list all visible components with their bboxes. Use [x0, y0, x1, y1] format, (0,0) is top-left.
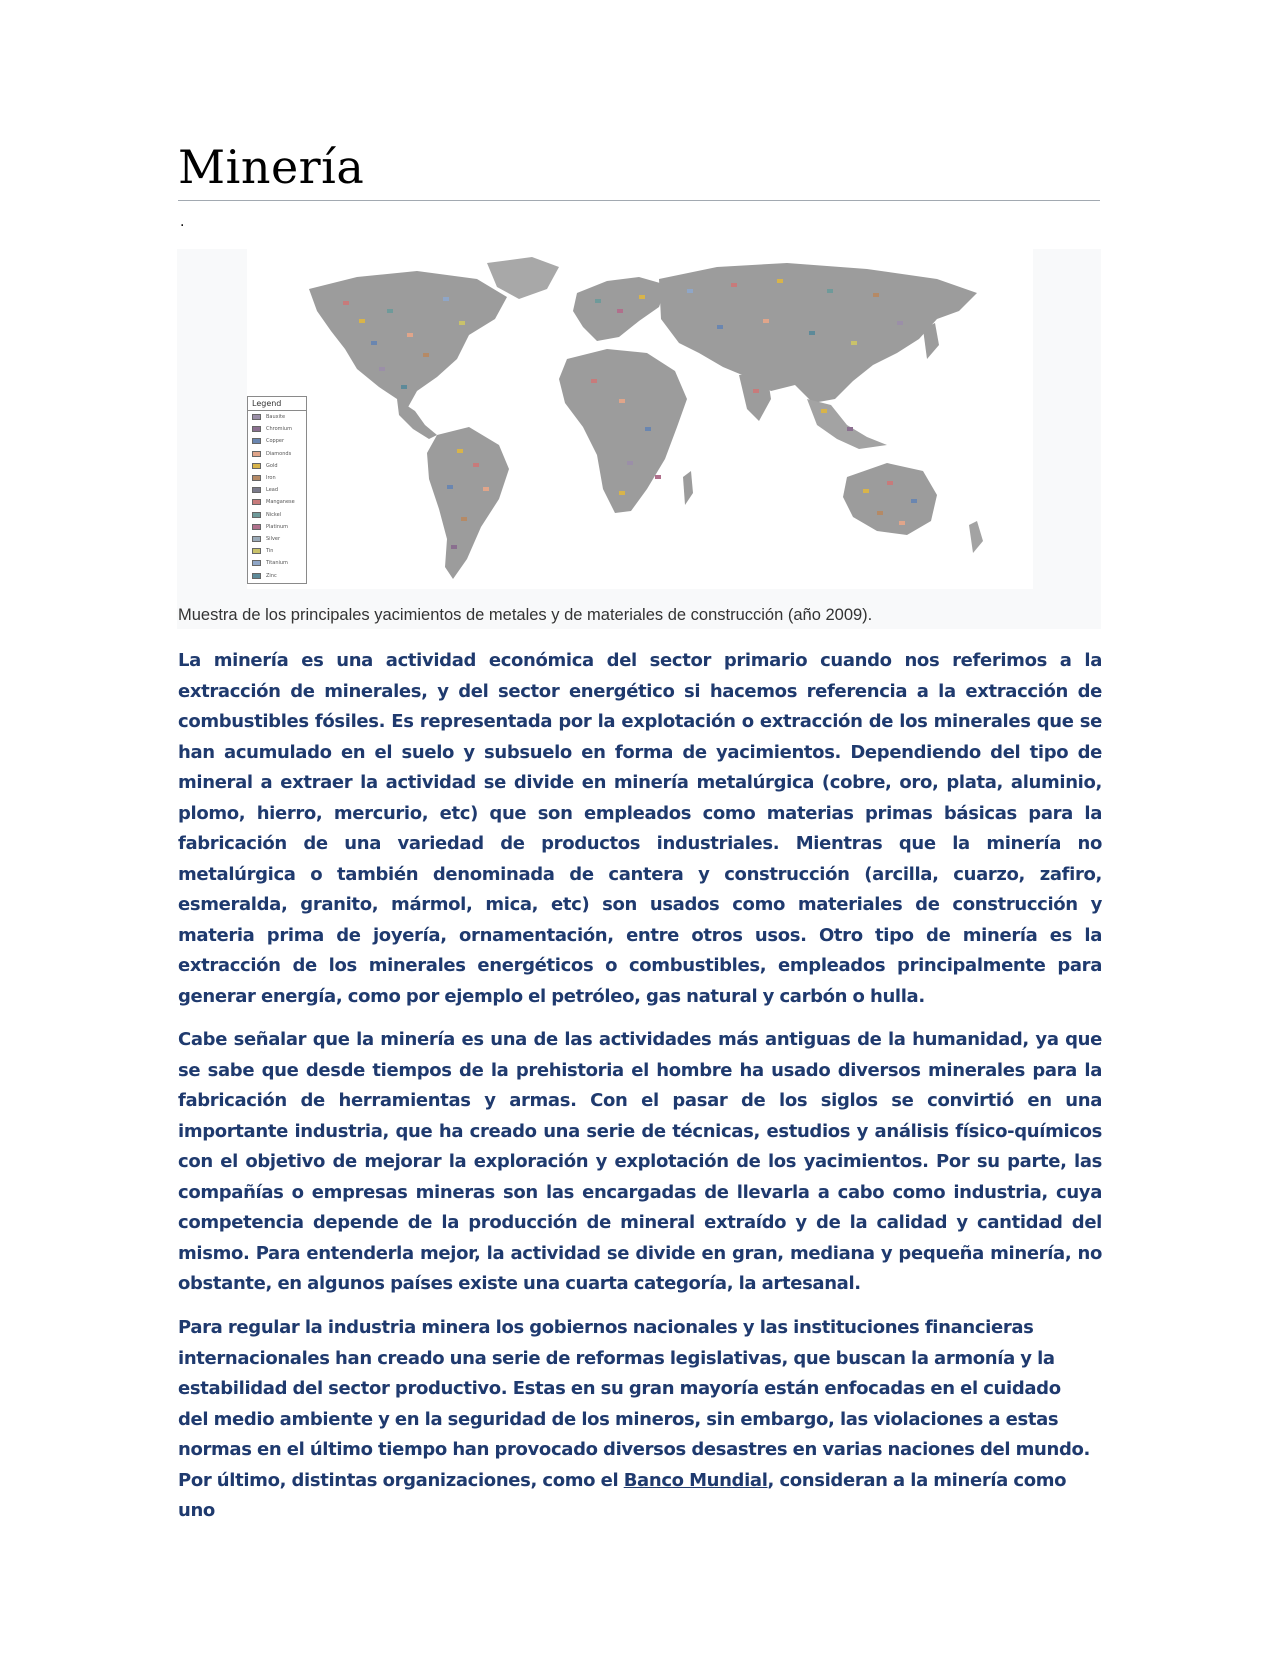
legend-label: Zinc	[266, 572, 277, 579]
continent-australia	[843, 463, 937, 535]
banco-mundial-link[interactable]: Banco Mundial	[623, 1469, 768, 1491]
legend-item	[248, 569, 306, 581]
legend-label: Bauxite	[266, 414, 286, 421]
legend-label: Iron	[266, 475, 276, 482]
legend-label: Tin	[266, 548, 274, 555]
legend-item	[248, 521, 306, 533]
world-map-image	[247, 249, 1033, 589]
region-india	[739, 373, 771, 421]
stray-dot: .	[180, 214, 185, 230]
legend-swatch-icon	[252, 573, 261, 579]
legend-label: Lead	[266, 487, 279, 494]
paragraph-2: Cabe señalar que la minería es una de las actividades más antiguas de la humanidad, ya que se sabe que desde tiempos de la prehistoria el hombre ha usado diversos minerales para la fabricación de herramientas y armas. Con el pasar de los siglos se convirtió en una importante industria, que ha creado una serie de técnicas, estudios y análisis físico-químicos con el objetivo de mejorar la exploración y explotación de los yacimientos. Por su parte, las compañías o empresas mineras son las encargadas de llevarla a cabo como industria, cuya competencia depende de la producción de mineral extraído y de la calidad y cantidad del mismo. Para entenderla mejor, la actividad se divide en gran, mediana y pequeña minería, no obstante, en algunos países existe una cuarta categoría, la artesanal.	[178, 1029, 1102, 1294]
page-title: Minería	[178, 140, 365, 194]
paragraph-3-line-2: internacionales han creado una serie de reformas legislativas, que buscan la armonía y la	[178, 1347, 1055, 1369]
title-underline	[178, 200, 1100, 201]
legend-swatch-icon	[252, 548, 261, 554]
legend-label: Platinum	[266, 523, 289, 530]
legend-title: Legend	[248, 397, 306, 411]
legend-item	[248, 484, 306, 496]
legend-swatch-icon	[252, 512, 261, 518]
island-japan	[923, 323, 939, 359]
paragraph-3	[178, 1313, 1098, 1527]
paragraph-1: La minería es una actividad económica del sector primario cuando nos referimos a la extracción de minerales, y del sector energético si hacemos referencia a la extracción de combustibles fósiles. Es representada por la explotación o extracción de los minerales que se han acumulado en el suelo y subsuelo en forma de yacimientos. Dependiendo del tipo de mineral a extraer la actividad se divide en minería metalúrgica (cobre, oro, plata, aluminio, plomo, hierro, mercurio, etc) que son empleados como materias primas básicas para la fabricación de una variedad de productos industriales. Mientras que la minería no metalúrgica o también denominada de cantera y construcción (arcilla, cuarzo, zafiro, esmeralda, granito, mármol, mica, etc) son usados como materiales de construcción y materia prima de joyería, ornamentación, entre otros usos. Otro tipo de minería es la extracción de los minerales energéticos o combustibles, empleados principalmente para generar energía, como por ejemplo el petróleo, gas natural y carbón o hulla.	[178, 650, 1102, 1007]
legend-item	[248, 435, 306, 447]
legend-swatch-icon	[252, 438, 261, 444]
paragraph-3-last-before: Por último, distintas organizaciones, como el	[178, 1469, 624, 1491]
legend-label: Silver	[266, 535, 281, 542]
region-southeast-asia	[807, 399, 887, 449]
island-madagascar	[683, 471, 693, 505]
legend-item	[248, 496, 306, 508]
figure-caption: Muestra de los principales yacimientos de metales y de materiales de construcción (año 2009).	[178, 606, 873, 624]
legend-label: Copper	[266, 438, 285, 445]
legend-label: Titanium	[266, 560, 288, 567]
legend-label: Gold	[266, 462, 278, 469]
legend-swatch-icon	[252, 475, 261, 481]
legend-swatch-icon	[252, 451, 261, 457]
legend-label: Diamonds	[266, 450, 292, 457]
legend-swatch-icon	[252, 536, 261, 542]
map-legend	[247, 396, 307, 584]
legend-items	[248, 411, 306, 582]
paragraph-3-line-3: estabilidad del sector productivo. Estas en su gran mayoría están enfocadas en el cuidado	[178, 1378, 1061, 1399]
legend-item	[248, 460, 306, 472]
paragraph-3-line-4: del medio ambiente y en la seguridad de los mineros, sin embargo, las violaciones a estas	[178, 1408, 1059, 1430]
legend-item	[248, 557, 306, 569]
legend-item	[248, 411, 306, 423]
legend-swatch-icon	[252, 487, 261, 493]
legend-swatch-icon	[252, 560, 261, 566]
continent-central-america	[397, 399, 437, 439]
world-mining-map	[247, 249, 1033, 589]
legend-item	[248, 533, 306, 545]
paragraph-3-line-5: normas en el último tiempo han provocado diversos desastres en varias naciones del mundo.	[178, 1439, 1091, 1460]
continent-north-america	[309, 271, 507, 409]
legend-item	[248, 509, 306, 521]
legend-swatch-icon	[252, 463, 261, 469]
legend-swatch-icon	[252, 414, 261, 420]
paragraph-3-last-after: , consideran a la minería como uno	[178, 1469, 1067, 1521]
paragraph-3-line-1: Para regular la industria minera los gobiernos nacionales y las instituciones financieras	[178, 1317, 1034, 1338]
continent-south-america	[427, 427, 509, 579]
figure	[177, 249, 1101, 629]
legend-item	[248, 472, 306, 484]
legend-item	[248, 423, 306, 435]
legend-item	[248, 448, 306, 460]
legend-swatch-icon	[252, 524, 261, 530]
legend-label: Manganese	[266, 499, 295, 506]
legend-label: Chromium	[266, 426, 292, 433]
continent-africa	[559, 349, 687, 513]
legend-label: Nickel	[266, 511, 282, 518]
legend-swatch-icon	[252, 426, 261, 432]
legend-swatch-icon	[252, 499, 261, 505]
legend-item	[248, 545, 306, 557]
island-new-zealand	[969, 521, 983, 553]
